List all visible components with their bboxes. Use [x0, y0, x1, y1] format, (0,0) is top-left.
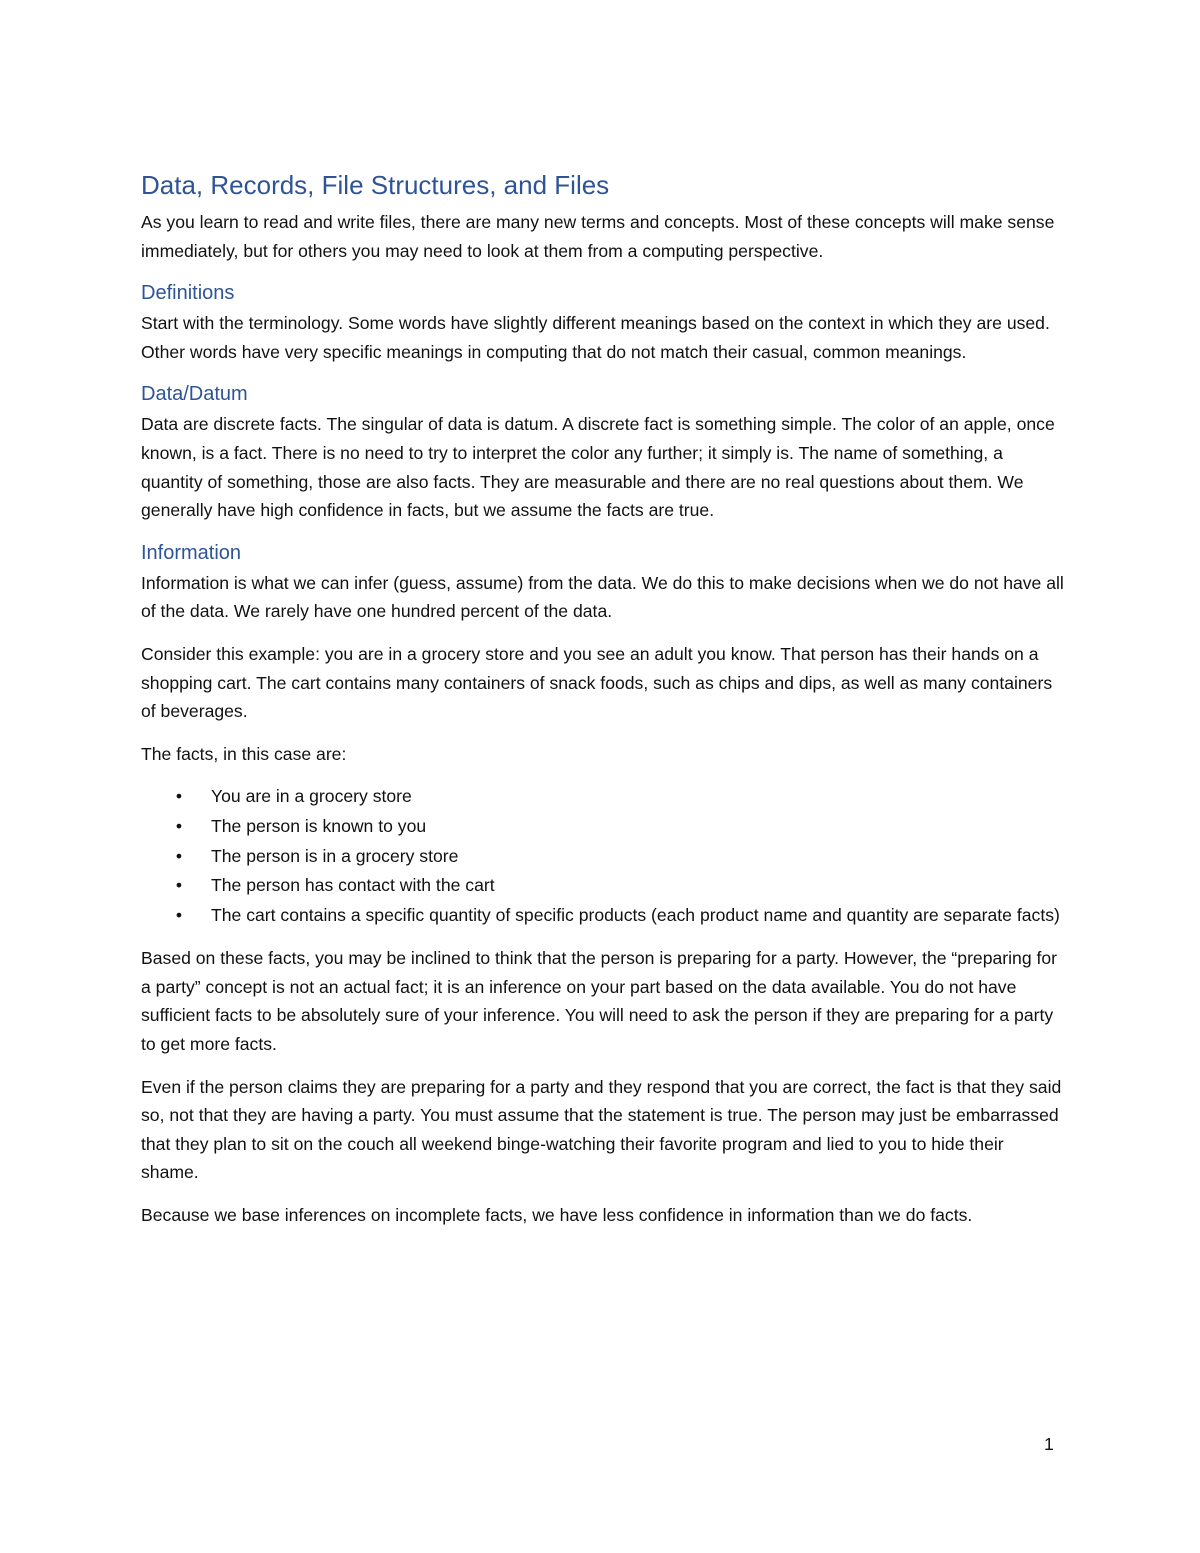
- data-datum-paragraph: Data are discrete facts. The singular of data is datum. A discrete fact is something simple. The color of an apple, once known, is a fact. There is no need to try to interpret the color any further; it simply is. The name of something, a quantity of something, those are also facts. They are measurable and there are no real questions about them. We generally have high confidence in facts, but we assume the facts are true.: [141, 414, 1055, 521]
- definitions-heading: Definitions: [141, 282, 235, 305]
- facts-list: [141, 782, 1066, 930]
- intro-paragraph: As you learn to read and write files, there are many new terms and concepts. Most of these concepts will make sense immediately, but for others you may need to look at them from a computing perspective.: [141, 212, 1055, 261]
- bullet-icon: •: [175, 875, 183, 896]
- list-item: [141, 842, 1066, 872]
- list-item: [141, 782, 1066, 812]
- bullet-icon: •: [175, 904, 183, 925]
- document-page: [141, 168, 1066, 1244]
- facts-intro: The facts, in this case are:: [141, 743, 347, 764]
- data-datum-heading: Data/Datum: [141, 383, 248, 406]
- list-item: [141, 812, 1066, 842]
- bullet-icon: •: [175, 786, 183, 807]
- information-paragraph-3: Based on these facts, you may be inclined to think that the person is preparing for a party. However, the “preparing for a party” concept is not an actual fact; it is an inference on your part based on the data available. You do not have sufficient facts to be absolutely sure of your inference. You will need to ask the person if they are preparing for a party to get more facts.: [141, 948, 1058, 1055]
- bullet-icon: •: [175, 815, 183, 836]
- list-item-text: You are in a grocery store: [211, 786, 412, 807]
- information-paragraph-5: Because we base inferences on incomplete facts, we have less confidence in information than we do facts.: [141, 1205, 973, 1226]
- definitions-paragraph: Start with the terminology. Some words have slightly different meanings based on the context in which they are used. Other words have very specific meanings in computing that do not match their casual, common meanings.: [141, 313, 1050, 362]
- bullet-icon: •: [175, 845, 183, 866]
- information-paragraph-2: Consider this example: you are in a grocery store and you see an adult you know. That person has their hands on a shopping cart. The cart contains many containers of snack foods, such as chips and dips, as well as many containers of beverages.: [141, 643, 1053, 722]
- list-item-text: The person has contact with the cart: [211, 875, 495, 896]
- list-item: [141, 871, 1066, 901]
- information-paragraph-4: Even if the person claims they are preparing for a party and they respond that you are correct, the fact is that they said so, not that they are having a party. You must assume that the statement is true. The person may just be embarrassed that they plan to sit on the couch all weekend binge-watching their favorite program and lied to you to hide their shame.: [141, 1076, 1062, 1183]
- information-heading: Information: [141, 541, 242, 564]
- list-item-text: The cart contains a specific quantity of specific products (each product name and quantity are separate facts): [211, 904, 1060, 925]
- list-item-text: The person is known to you: [211, 815, 427, 836]
- page-number: 1: [1044, 1434, 1054, 1454]
- list-item-text: The person is in a grocery store: [211, 845, 459, 866]
- list-item: [141, 901, 1066, 931]
- information-paragraph-1: Information is what we can infer (guess, assume) from the data. We do this to make decisions when we do not have all of the data. We rarely have one hundred percent of the data.: [141, 572, 1064, 622]
- page-title: Data, Records, File Structures, and Files: [141, 170, 610, 200]
